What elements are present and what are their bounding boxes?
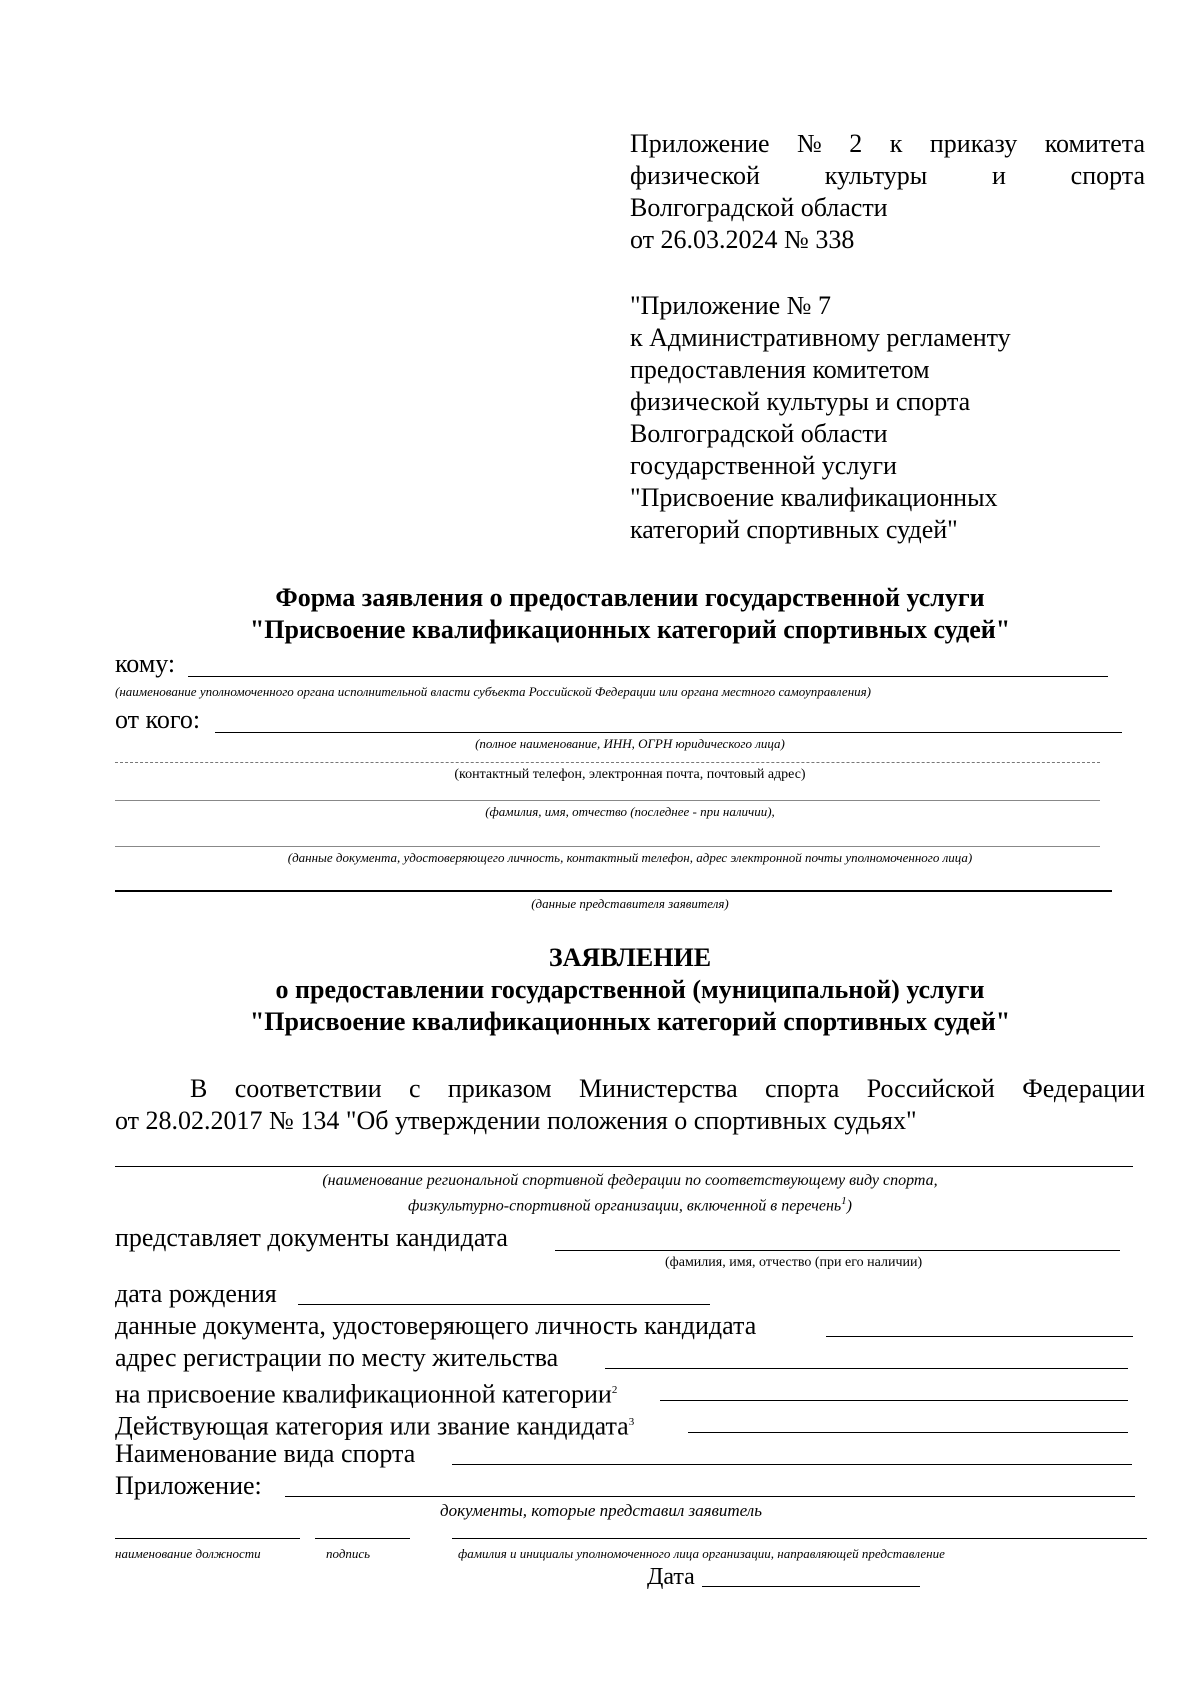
form-title-line-2: "Присвоение квалификационных категорий спортивных судей" [249, 615, 1011, 644]
to-hint: (наименование уполномоченного органа исполнительной власти субъекта Российской Федерации или органа местного самоуправления) [115, 684, 872, 699]
appendix-line-2-word: спорта [1070, 161, 1145, 190]
sign-hint: подпись [326, 1546, 371, 1561]
statement-title-line-2: о предоставлении государственной (муниципальной) услуги [275, 975, 985, 1004]
attach-hint: документы, которые представил заявитель [440, 1501, 762, 1520]
body-line-1-word: Министерства [578, 1074, 738, 1103]
from-hint-3: (фамилия, имя, отчество (последнее - при наличии), [485, 804, 775, 819]
statement-title [115, 942, 1145, 1038]
from-field[interactable] [215, 732, 1122, 733]
inner-appendix [630, 290, 1145, 546]
position-hint: наименование должности [115, 1546, 261, 1561]
sport-field[interactable] [452, 1464, 1132, 1465]
inner-appendix-line: Волгоградской области [630, 419, 888, 448]
body-line-1 [115, 1073, 1145, 1105]
body-line-1-word: В [190, 1074, 208, 1103]
sport-label: Наименование вида спорта [115, 1439, 416, 1468]
appendix-line-1-word: 2 [849, 129, 863, 158]
to-label: кому: [115, 649, 176, 678]
attach-label: Приложение: [115, 1471, 262, 1500]
body-line-2: от 28.02.2017 № 134 "Об утверждении положения о спортивных судьях" [115, 1106, 917, 1135]
inner-appendix-line: категорий спортивных судей" [630, 515, 958, 544]
appendix-line-1 [630, 128, 1145, 160]
category-field[interactable] [660, 1400, 1128, 1401]
representative-field[interactable] [115, 890, 1112, 892]
appendix-line-1-word: № [797, 129, 822, 158]
date-field[interactable] [702, 1586, 920, 1587]
body-paragraph [115, 1073, 1145, 1137]
inner-appendix-line: "Присвоение квалификационных [630, 483, 998, 512]
appendix-line-1-word: приказу [929, 129, 1018, 158]
appendix-line-3: Волгоградской области [630, 193, 888, 222]
id-doc-label: данные документа, удостоверяющего личность кандидата [115, 1311, 757, 1340]
form-title [115, 582, 1145, 646]
from-hint-2: (контактный телефон, электронная почта, почтовый адрес) [454, 767, 806, 782]
address-label: адрес регистрации по месту жительства [115, 1343, 559, 1372]
appendix-line-1-word: Приложение [630, 129, 770, 158]
appendix-line-2-word: культуры [824, 161, 928, 190]
appendix-line-1-word: к [889, 129, 903, 158]
position-field[interactable] [115, 1538, 300, 1539]
statement-title-line-3: "Присвоение квалификационных категорий спортивных судей" [249, 1007, 1011, 1036]
from-contact-field[interactable] [115, 762, 1100, 763]
federation-hint [115, 1170, 1145, 1216]
name-hint: фамилия и инициалы уполномоченного лица организации, направляющей представление [458, 1546, 945, 1561]
candidate-field[interactable] [555, 1250, 1120, 1251]
appendix-line-2-word: и [991, 161, 1006, 190]
from-label: от кого: [115, 705, 201, 734]
from-hint-4: (данные документа, удостоверяющего личность, контактный телефон, адрес электронной почты уполномоченного лица) [287, 850, 973, 865]
to-field[interactable] [188, 676, 1108, 677]
from-name-field[interactable] [115, 800, 1100, 801]
inner-appendix-line: к Административному регламенту [630, 323, 1011, 352]
inner-appendix-line: государственной услуги [630, 451, 897, 480]
address-field[interactable] [605, 1368, 1128, 1369]
body-line-1-word: спорта [764, 1074, 840, 1103]
appendix-line-4: от 26.03.2024 № 338 [630, 225, 855, 254]
current-label: Действующая категория или звание кандидата$^3$ [115, 1411, 635, 1441]
appendix-line-2-word: физической [630, 161, 760, 190]
inner-appendix-line: "Приложение № 7 [630, 291, 831, 320]
inner-appendix-line: физической культуры и спорта [630, 387, 971, 416]
from-doc-field[interactable] [115, 846, 1100, 847]
id-doc-field[interactable] [826, 1336, 1133, 1337]
category-label: на присвоение квалификационной категории$^2$ [115, 1379, 618, 1409]
body-line-1-word: соответствии [234, 1074, 382, 1103]
federation-hint-2: физкультурно-спортивной организации, включенной в перечень$^1$) [408, 1195, 852, 1215]
appendix-line-2 [630, 160, 1145, 192]
birth-field[interactable] [298, 1304, 710, 1305]
body-line-1-word: приказом [447, 1074, 552, 1103]
body-line-1-word: с [408, 1074, 421, 1103]
birth-label: дата рождения [115, 1279, 277, 1308]
body-line-1-word: Федерации [1022, 1074, 1145, 1103]
form-title-line-1: Форма заявления о предоставлении государственной услуги [275, 583, 985, 612]
appendix-header [630, 128, 1145, 256]
federation-field[interactable] [115, 1166, 1133, 1167]
appendix-line-1-word: комитета [1044, 129, 1145, 158]
candidate-hint: (фамилия, имя, отчество (при его наличии) [665, 1255, 923, 1270]
inner-appendix-line: предоставления комитетом [630, 355, 930, 384]
signer-name-field[interactable] [452, 1538, 1147, 1539]
current-field[interactable] [688, 1432, 1128, 1433]
body-line-1-word: Российской [866, 1074, 995, 1103]
federation-hint-1: (наименование региональной спортивной федерации по соответствующему виду спорта, [322, 1172, 938, 1189]
signature-field[interactable] [315, 1538, 410, 1539]
from-hint-5: (данные представителя заявителя) [531, 896, 729, 911]
from-hint-1: (полное наименование, ИНН, ОГРН юридического лица) [475, 736, 785, 751]
date-label: Дата [647, 1564, 695, 1590]
candidate-label: представляет документы кандидата [115, 1223, 508, 1252]
attach-field[interactable] [285, 1496, 1135, 1497]
statement-title-line-1: ЗАЯВЛЕНИЕ [548, 943, 712, 972]
